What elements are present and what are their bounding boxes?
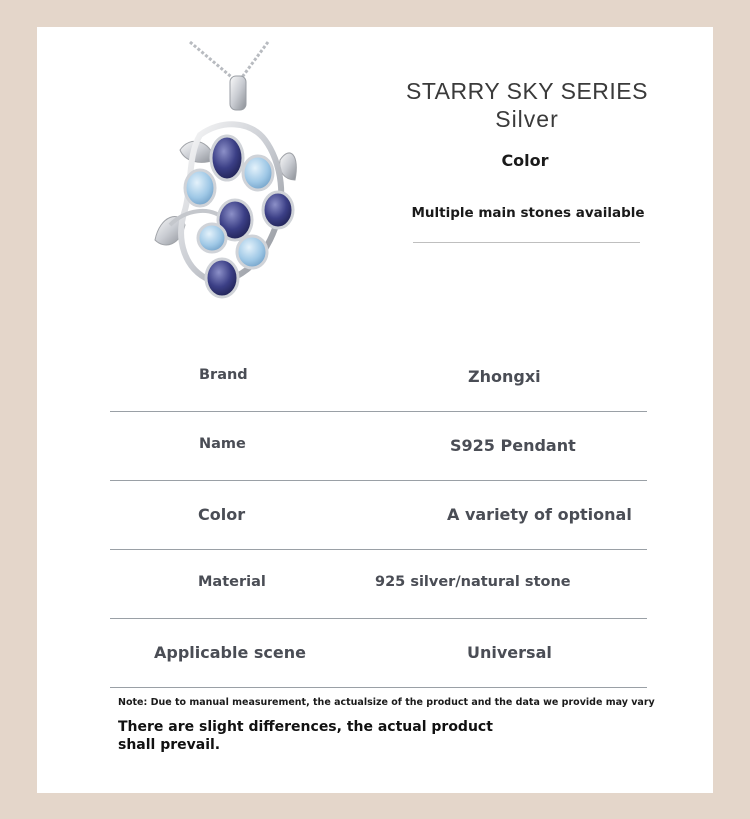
spec-value: 925 silver/natural stone (375, 574, 571, 590)
measurement-note: Note: Due to manual measurement, the actualsize of the product and the data we provide may vary (118, 697, 655, 708)
spec-row-material (110, 550, 647, 619)
color-heading: Color (501, 151, 549, 170)
difference-note: There are slight differences, the actual product shall prevail. (118, 719, 493, 753)
spec-value: Zhongxi (468, 367, 541, 386)
spec-label: Applicable scene (154, 643, 306, 662)
spec-row-brand (110, 343, 647, 412)
spec-value: A variety of optional (447, 505, 632, 524)
spec-label: Color (198, 505, 246, 524)
spec-label: Brand (199, 367, 248, 383)
spec-label: Name (199, 436, 246, 452)
spec-row-color (110, 481, 647, 550)
spec-row-scene (110, 619, 647, 688)
spec-value: Universal (467, 643, 552, 662)
spec-row-name (110, 412, 647, 481)
spec-value: S925 Pendant (450, 436, 576, 455)
stones-note: Multiple main stones available (411, 205, 645, 221)
spec-table (110, 343, 647, 688)
pendant-image (140, 40, 320, 320)
divider (413, 242, 640, 243)
series-title: STARRY SKY SERIES (405, 78, 648, 104)
spec-label: Material (198, 574, 266, 590)
series-subtitle: Silver (495, 106, 559, 132)
